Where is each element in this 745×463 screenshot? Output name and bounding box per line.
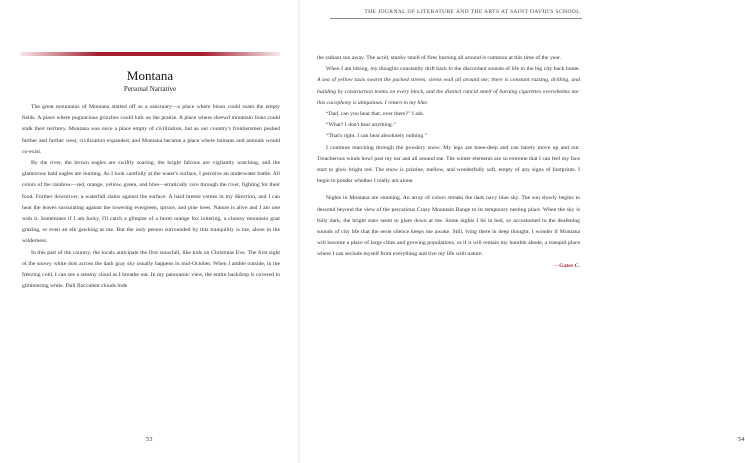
dialogue-line: “Dad, can you hear that, over there?” I ask. (326, 111, 425, 118)
paragraph (317, 64, 580, 109)
paragraph: In this part of the country, the locals anticipate the first snowfall, like kids on Christmas Eve. The first sight of the snowy white dots across the dark gray sky usually happens in mid-October. When I amble outside, in the freezing cold, I can see a steamy cloud as I breathe out. In my panoramic view, the entire backdrop is covered in glimmering white. Dull flocculent clouds hide (22, 249, 280, 290)
italic-thought: A sea of yellow taxis swarm the packed streets, sirens wail all around me; there is constant razzing, drilling, and building by construction teams on every block, and the distinct rancid smell of burning cigarettes overwhelms me: this cacophony is ubiquitous. I return to my hike. (317, 77, 580, 106)
paragraph: I continue marching through the powdery snow. My legs are knee-deep and can barely move up and out. Treacherous winds howl past my ear and all around me. The winter elements are so extreme that I can feel my face start to glow bright red. The snow is pristine, mellow, and wonderfully soft, empty of any signs of footprints. I begin to ponder whether I really am alone. (317, 144, 580, 185)
paragraph-text: When I am hiking, my thoughts constantly drift back to the discordant sounds of life in the big city back home. (326, 66, 580, 73)
page-number-right: 54 (738, 436, 745, 443)
paragraph-continuation: the radiant sun away. The acrid, smoky smell of fires burning all around is common at this time of the year. (317, 55, 561, 61)
paragraph: The great mountains of Montana started off as a sanctuary—a place where bison could roam the empty fields. A place where pugnacious grizzlies could lurk on the prairie. A place where shrewd mountain lions could stalk their territory. Montana was once a place empty of civilization, but as our country's frontiersmen pushed farther and farther west, civilization expanded, and Montana became a place where humans and animals would co-exist. (22, 104, 280, 155)
right-body-text (317, 53, 580, 272)
paragraph: By the river, the brown eagles are swiftly soaring, the bright falcons are vigilantly watching, and the glamorous bald eagles are hunting. As I look carefully at the water's surface, I perceive an underwater battle. All colors of the rainbow—red, orange, yellow, green, and blue—erratically race through the river, fighting for their food. Further downriver, a waterfall slams against the surface. A hard breeze comes in my direction, and I can hear the leaves sussurating against the towering evergreen, spruce, and pine trees. Nature is alive and I am one with it. Sometimes if I am lucky, I'll catch a glimpse of a burnt orange fox loitering, a clumsy mountain goat grazing, or even an elk gawking at me. But the only person surrounded by this tranquility is me, alone in the wilderness. (22, 160, 280, 245)
dialogue-line: “What? I don't hear anything.” (326, 122, 396, 129)
article-subtitle: Personal Narrative (123, 85, 177, 93)
running-head: THE JOURNAL OF LITERATURE AND THE ARTS AT SAINT DAVID'S SCHOOL (364, 9, 580, 15)
running-head-rule (330, 18, 582, 19)
dialogue-line: “That's right. I can hear absolutely nothing.” (326, 133, 428, 140)
page-number-left: 53 (146, 436, 153, 443)
title-accent-bar (20, 52, 280, 56)
paragraph: Nights in Montana are stunning. An array of colors streaks the dark navy blue sky. The sun slowly begins to descend beyond the view of the percarious Crazy Mountain Range to its temporary nesting place. When the sky is fully dark, the bright stars seem to glare down at me. Some nights I lie in bed, so accustomed to the deafening sounds of city life that the eerie silence keeps me awake. Still, lying there in deep thought, I wonder if Montana will become a place of large cities and growing populations, or if it will remain my humble abode, a tranquil place where I can seclude myself from everything and live my life with nature. (317, 195, 580, 258)
article-title: Montana (126, 68, 174, 83)
author-signature: – Gates C. (554, 262, 580, 269)
left-page (0, 0, 300, 463)
left-body-text (22, 102, 280, 292)
